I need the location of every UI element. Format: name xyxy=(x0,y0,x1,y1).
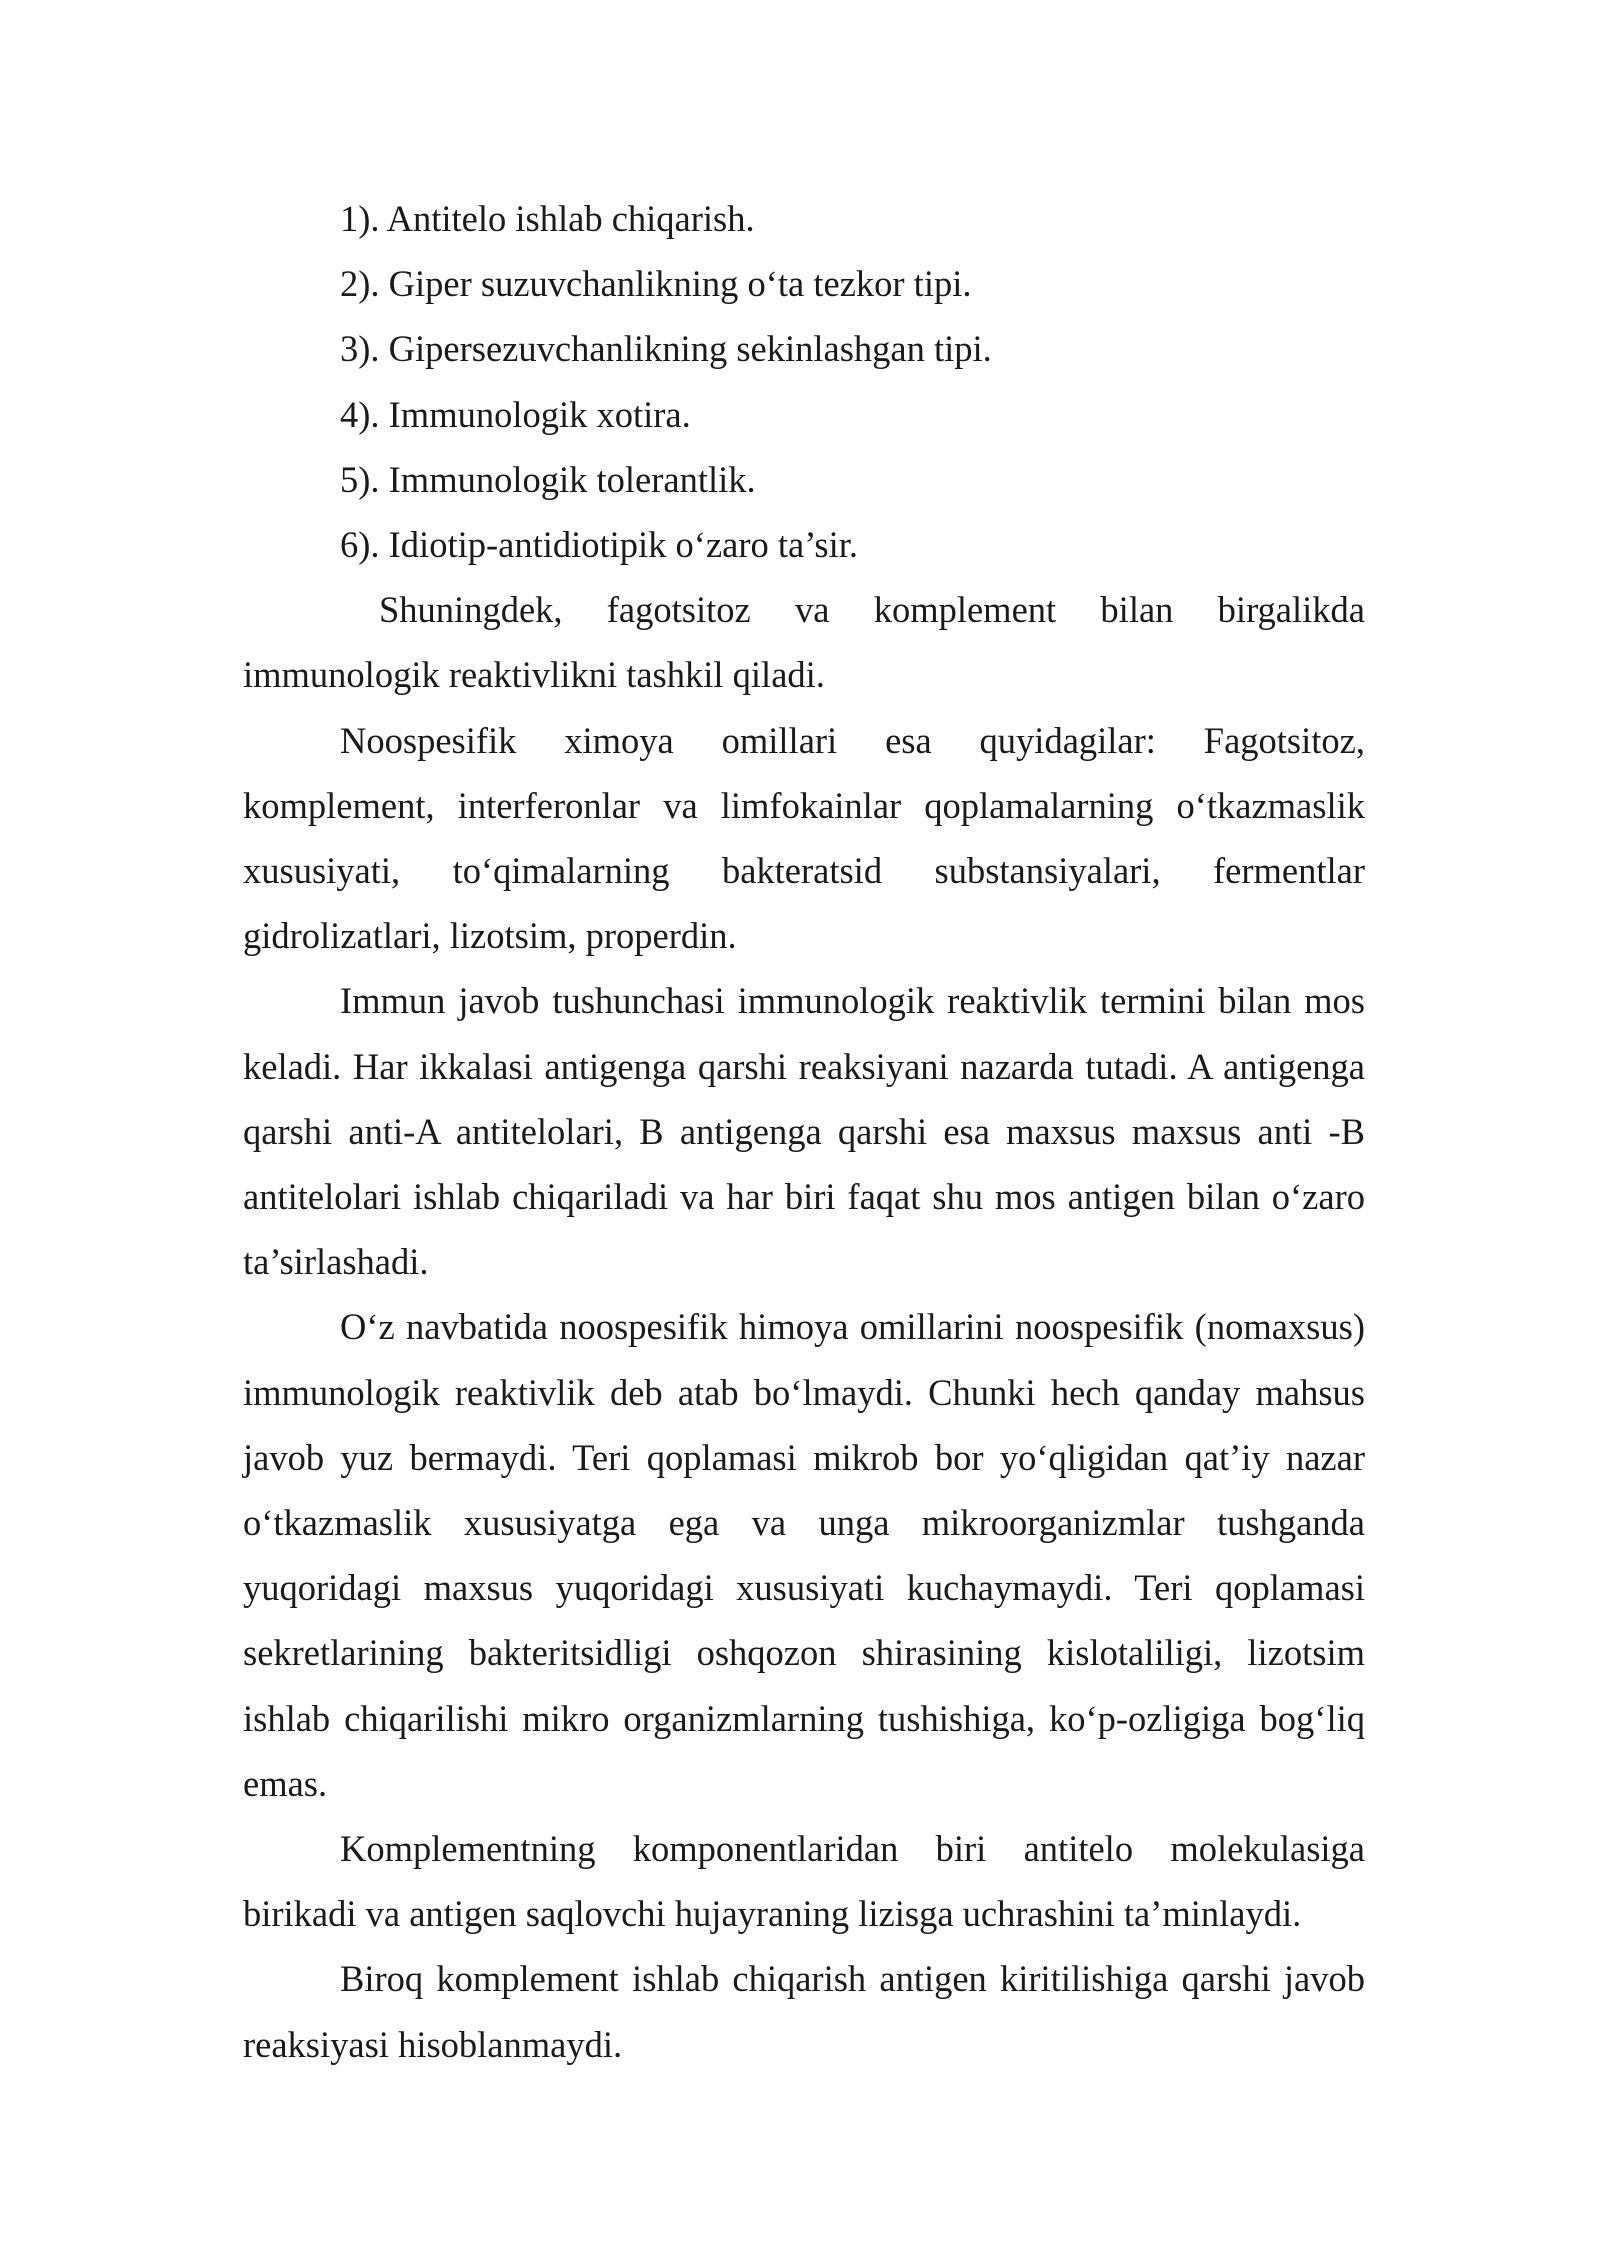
list-item: 1). Antitelo ishlab chiqarish. xyxy=(340,198,755,239)
paragraph: Komplementning komponentlaridan biri antitelo molekulasiga birikadi va antigen saqlovchi hujayraning lizisga uchrashini ta’minlaydi. xyxy=(243,1828,1365,1935)
paragraph: Immun javob tushunchasi immunologik reaktivlik termini bilan mos keladi. Har ikkalasi antigenga qarshi reaksiyani nazarda tutadi. A antigenga qarshi anti-A antitelolari, B antigenga qarshi esa maxsus maxsus anti -B antitelolari ishlab chiqariladi va har biri faqat shu mos antigen bilan o‘zaro ta’sirlashadi. xyxy=(243,980,1365,1283)
document-body xyxy=(243,186,1365,2077)
list-item: 4). Immunologik xotira. xyxy=(340,393,691,435)
paragraph: Noospesifik ximoya omillari esa quyidagilar: Fagotsitoz, komplement, interferonlar va limfokainlar qoplamalarning o‘tkazmaslik xususiyati, to‘qimalarning bakteratsid substansiyalari, fermentlar gidrolizatlari, lizotsim, properdin. xyxy=(243,719,1365,957)
paragraph: O‘z navbatida noospesifik himoya omillarini noospesifik (nomaxsus) immunologik reaktivlik deb atab bo‘lmaydi. Chunki hech qanday mahsus javob yuz bermaydi. Teri qoplamasi mikrob bor yo‘qligidan qat’iy nazar o‘tkazmaslik xususiyatga ega va unga mikroorganizmlar tushganda yuqoridagi maxsus yuqoridagi xususiyati kuchaymaydi. Teri qoplamasi sekretlarining bakteritsidligi oshqozon shirasining kislotaliligi, lizotsim ishlab chiqarilishi mikro organizmlarning tushishiga, ko‘p-ozligiga bog‘liq emas. xyxy=(243,1306,1365,1804)
list-item: 2). Giper suzuvchanlikning o‘ta tezkor tipi. xyxy=(340,263,972,305)
paragraph: Shuningdek, fagotsitoz va komplement bilan birgalikda immunologik reaktivlikni tashkil qiladi. xyxy=(243,589,1365,696)
paragraph: Biroq komplement ishlab chiqarish antigen kiritilishiga qarshi javob reaksiyasi hisoblanmaydi. xyxy=(243,1958,1365,2065)
list-item: 6). Idiotip-antidiotipik o‘zaro ta’sir. xyxy=(340,524,858,566)
list-item: 5). Immunologik tolerantlik. xyxy=(340,458,756,500)
list-item: 3). Gipersezuvchanlikning sekinlashgan tipi. xyxy=(340,328,992,370)
